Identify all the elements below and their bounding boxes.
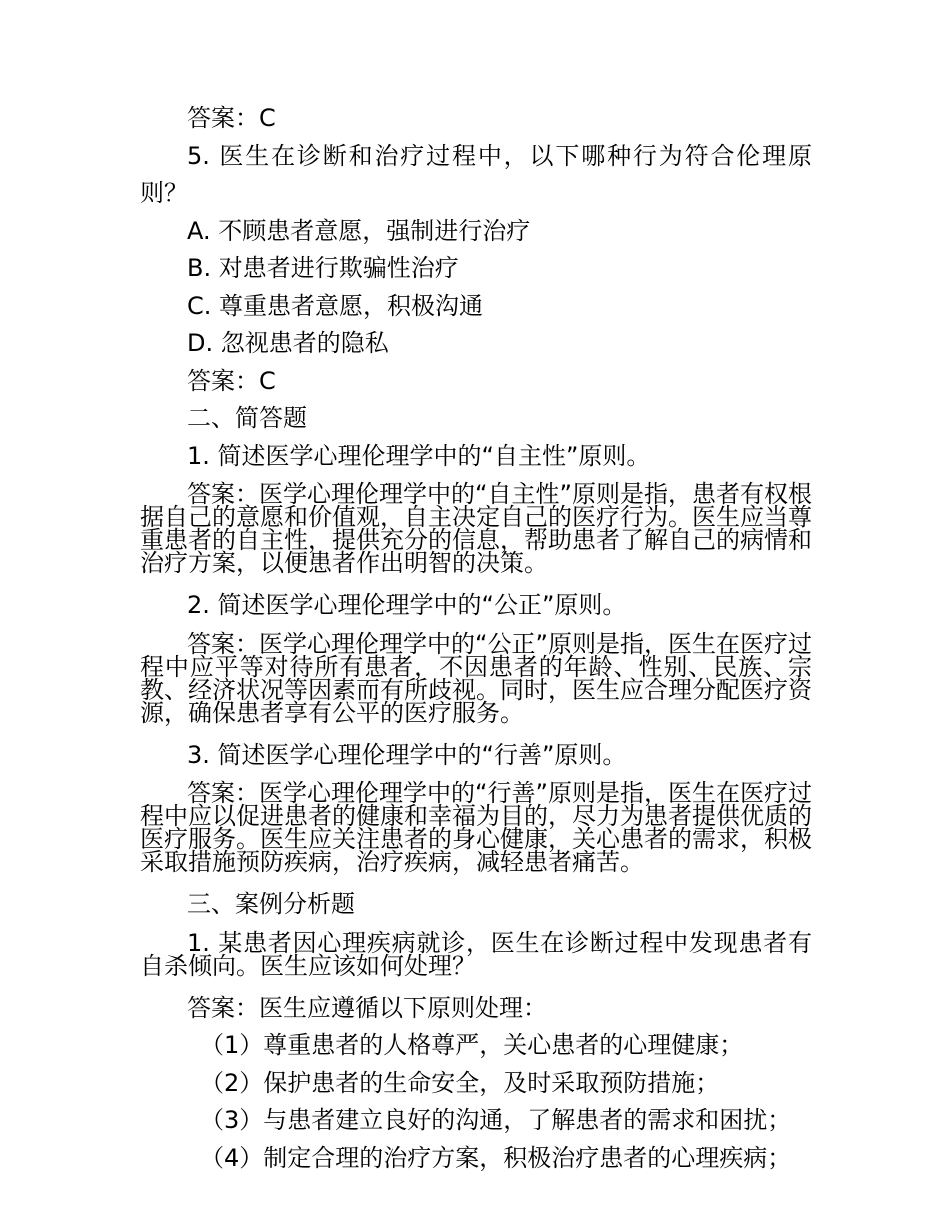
case-answer-item-3: （3）与患者建立良好的沟通，了解患者的需求和困扰；	[200, 1106, 792, 1134]
short-answer-2: 答案：医学心理伦理学中的“公正”原则是指，医生在医疗过程中应平等对待所有患者，不因患者的年龄、性别、民族、宗教、经济状况等因素而有所歧视。同时，医生应合理分配医疗资源，确保患者享有公平的医疗服务。	[140, 629, 812, 727]
short-question-1: 1. 简述医学心理伦理学中的“自主性”原则。	[187, 441, 651, 470]
case-question-1: 1. 某患者因心理疾病就诊，医生在诊断过程中发现患者有自杀倾向。医生应该如何处理？	[140, 928, 812, 980]
short-question-2: 2. 简述医学心理伦理学中的“公正”原则。	[187, 591, 627, 619]
case-answer-item-4: （4）制定合理的治疗方案，积极治疗患者的心理疾病；	[200, 1143, 792, 1172]
short-answer-3: 答案：医学心理伦理学中的“行善”原则是指，医生在医疗过程中应以促进患者的健康和幸福为目的，尽力为患者提供优质的医疗服务。医生应关注患者的身心健康，关心患者的需求，积极采取措施预防疾病，治疗疾病，减轻患者痛苦。	[140, 779, 812, 876]
option-c: C. 尊重患者意愿，积极沟通	[187, 291, 484, 320]
case-answer-intro: 答案：医生应遵循以下原则处理：	[187, 993, 547, 1022]
short-question-3: 3. 简述医学心理伦理学中的“行善”原则。	[187, 740, 627, 769]
answer-line: 答案：C	[187, 104, 276, 132]
question-5: 5. 医生在诊断和治疗过程中，以下哪种行为符合伦理原则？	[140, 141, 812, 207]
case-answer-item-1: （1）尊重患者的人格尊严，关心患者的心理健康；	[200, 1031, 744, 1059]
case-answer-item-2: （2）保护患者的生命安全，及时采取预防措施；	[200, 1068, 720, 1097]
option-b: B. 对患者进行欺骗性治疗	[187, 254, 459, 282]
section-heading-short-answer: 二、简答题	[187, 404, 307, 432]
answer-line: 答案：C	[187, 366, 276, 395]
document-body	[140, 100, 812, 1177]
option-d: D. 忽视患者的隐私	[187, 329, 389, 357]
section-heading-case-analysis: 三、案例分析题	[187, 890, 355, 918]
option-a: A. 不顾患者意愿，强制进行治疗	[187, 216, 531, 245]
short-answer-1: 答案：医学心理伦理学中的“自主性”原则是指，患者有权根据自己的意愿和价值观，自主决定自己的医疗行为。医生应当尊重患者的自主性，提供充分的信息，帮助患者了解自己的病情和治疗方案，以便患者作出明智的决策。	[140, 480, 812, 577]
